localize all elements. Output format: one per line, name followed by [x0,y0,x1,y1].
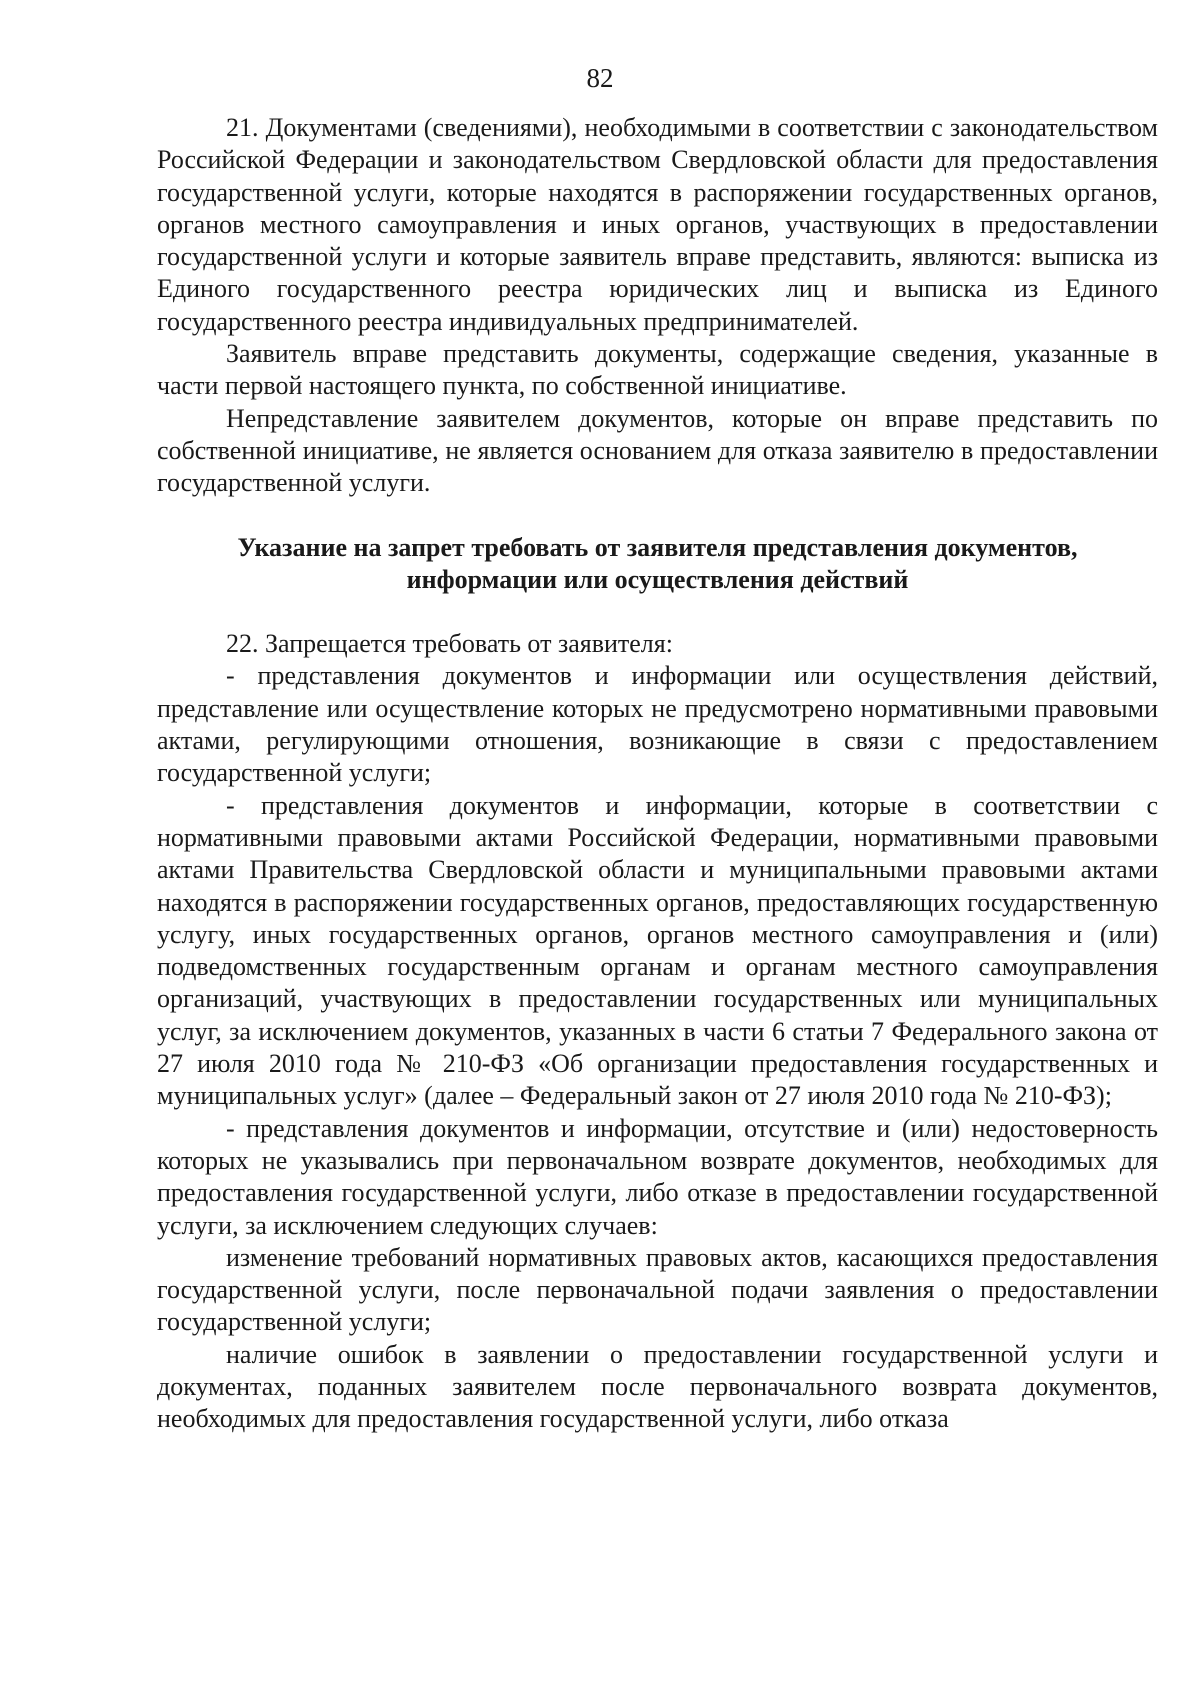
paragraph-applicant-right: Заявитель вправе представить документы, содержащие сведения, указанные в части первой настоящего пункта, по собственной инициативе. [157,339,1158,401]
case-requirements-change: изменение требований нормативных правовых актов, касающихся предоставления государственной услуги, после первоначальной подачи заявления о предоставлении государственной услуги; [157,1242,1158,1337]
page-content [157,112,1158,1436]
paragraph-21: 21. Документами (сведениями), необходимыми в соответствии с законодательством Российской Федерации и законодательством Свердловской области для предоставления государственной услуги, которые находятся в распоряжении государственных органов, органов местного самоуправления и иных органов, участвующих в предоставлении государственной услуги и которые заявитель вправе представить, являются: выписка из Единого государственного реестра юридических лиц и выписка из Единого государственного реестра индивидуальных предпринимателей. [157,113,1158,336]
paragraph-non-submission: Непредставление заявителем документов, которые он вправе представить по собственной инициативе, не является основанием для отказа заявителю в предоставлении государственной услуги. [157,403,1158,498]
list-item-documents-in-possession: - представления документов и информации, которые в соответствии с нормативными правовыми актами Российской Федерации, нормативными правовыми актами Правительства Свердловской области и муниципальными правовыми актами находятся в распоряжении государственных органов, предоставляющих государственную услугу, иных государственных органов, органов местного самоуправления и (или) подведомственных государственным органам и органам местного самоуправления организаций, участвующих в предоставлении государственных или муниципальных услуг, за исключением документов, указанных в части 6 статьи 7 Федерального закона от 27 июля 2010 года № 210-ФЗ «Об организации предоставления государственных и муниципальных услуг» (далее – Федеральный закон от 27 июля 2010 года № 210-ФЗ); [157,790,1158,1111]
case-errors-in-application: наличие ошибок в заявлении о предоставлении государственной услуги и документах, поданных заявителем после первоначального возврата документов, необходимых для предоставления государственной услуги, либо отказа [157,1339,1158,1434]
list-item-missing-documents: - представления документов и информации, отсутствие и (или) недостоверность которых не указывались при первоначальном возврате документов, необходимых для предоставления государственной услуги, либо отказе в предоставлении государственной услуги, за исключением следующих случаев: [157,1113,1158,1240]
page-number: 82 [586,63,614,93]
section-heading: Указание на запрет требовать от заявителя представления документов, информации или осуществления действий [237,532,1078,594]
paragraph-22: 22. Запрещается требовать от заявителя: [226,629,673,659]
list-item-actions: - представления документов и информации или осуществления действий, представление или осуществление которых не предусмотрено нормативными правовыми актами, регулирующими отношения, возникающие в связи с предоставлением государственной услуги; [157,661,1158,788]
